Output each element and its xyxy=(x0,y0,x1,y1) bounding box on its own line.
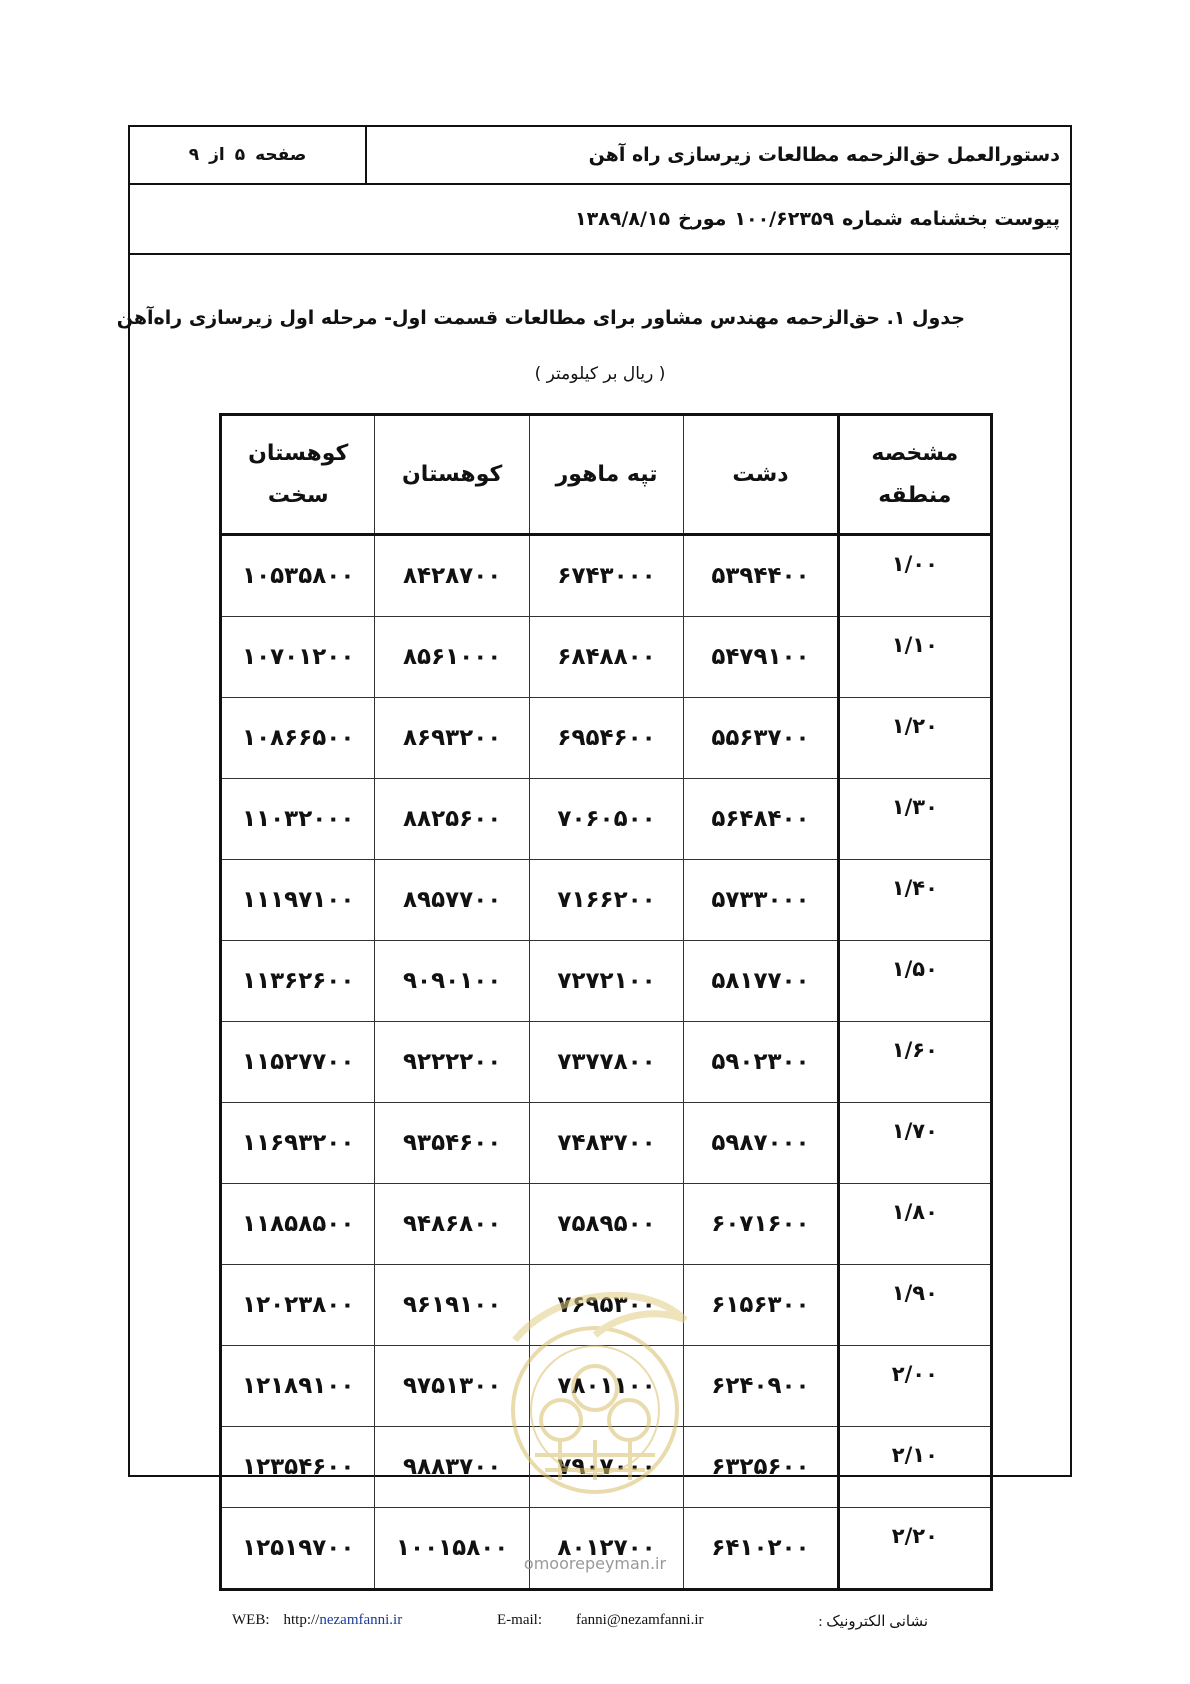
plain-cell: ۵۴۷۹۱۰۰ xyxy=(684,617,838,698)
table-row xyxy=(221,535,992,617)
hard-mountain-cell: ۱۱۶۹۳۲۰۰ xyxy=(221,1103,375,1184)
mountain-cell: ۹۶۱۹۱۰۰ xyxy=(375,1265,529,1346)
plain-cell: ۵۹۰۲۳۰۰ xyxy=(684,1022,838,1103)
coef-cell: ۱/۲۰ xyxy=(838,698,991,779)
coef-cell: ۲/۱۰ xyxy=(838,1427,991,1508)
hilly-cell: ۷۵۸۹۵۰۰ xyxy=(529,1184,683,1265)
table-row xyxy=(221,779,992,860)
plain-cell: ۵۶۴۸۴۰۰ xyxy=(684,779,838,860)
coef-cell: ۱/۷۰ xyxy=(838,1103,991,1184)
plain-cell: ۵۸۱۷۷۰۰ xyxy=(684,941,838,1022)
hilly-cell: ۶۹۵۴۶۰۰ xyxy=(529,698,683,779)
mountain-cell: ۱۰۰۱۵۸۰۰ xyxy=(375,1508,529,1590)
footer-email xyxy=(497,1612,704,1629)
plain-cell: ۵۳۹۴۴۰۰ xyxy=(684,535,838,617)
hard-mountain-cell: ۱۰۵۳۵۸۰۰ xyxy=(221,535,375,617)
circular-number: ۱۰۰/۶۲۳۵۹ xyxy=(734,208,835,230)
email-label: E-mail: xyxy=(497,1612,542,1628)
table-row xyxy=(221,860,992,941)
hilly-cell: ۶۷۴۳۰۰۰ xyxy=(529,535,683,617)
watermark-site: omoorepeyman.ir xyxy=(523,1554,667,1573)
coef-cell: ۱/۰۰ xyxy=(838,535,991,617)
coef-cell: ۲/۰۰ xyxy=(838,1346,991,1427)
table-unit: ( ریال بر کیلومتر ) xyxy=(534,364,666,384)
table-row xyxy=(221,617,992,698)
page-word: صفحه xyxy=(255,145,307,165)
hilly-cell: ۷۶۹۵۳۰۰ xyxy=(529,1265,683,1346)
hard-mountain-cell: ۱۱۸۵۸۵۰۰ xyxy=(221,1184,375,1265)
header-hilly: تپه ماهور xyxy=(529,415,683,535)
plain-cell: ۵۹۸۷۰۰۰ xyxy=(684,1103,838,1184)
mountain-cell: ۹۴۸۶۸۰۰ xyxy=(375,1184,529,1265)
mountain-cell: ۸۵۶۱۰۰۰ xyxy=(375,617,529,698)
attachment-line xyxy=(130,185,1070,255)
hard-mountain-cell: ۱۲۳۵۴۶۰۰ xyxy=(221,1427,375,1508)
hilly-cell: ۸۰۱۲۷۰۰ xyxy=(529,1508,683,1590)
mountain-cell: ۸۹۵۷۷۰۰ xyxy=(375,860,529,941)
hilly-cell: ۷۹۰۷۰۰۰ xyxy=(529,1427,683,1508)
coef-cell: ۱/۹۰ xyxy=(838,1265,991,1346)
document-title: دستورالعمل حق‌الزحمه مطالعات زیرسازی راه آهن xyxy=(588,144,1060,166)
coef-cell: ۱/۸۰ xyxy=(838,1184,991,1265)
footer xyxy=(0,1612,1190,1636)
hard-mountain-cell: ۱۱۵۲۷۷۰۰ xyxy=(221,1022,375,1103)
table-row xyxy=(221,1265,992,1346)
plain-cell: ۵۵۶۳۷۰۰ xyxy=(684,698,838,779)
hard-mountain-cell: ۱۲۱۸۹۱۰۰ xyxy=(221,1346,375,1427)
footer-address-label: نشانی الکترونیک : xyxy=(818,1614,928,1630)
footer-web xyxy=(232,1612,402,1629)
web-link[interactable]: nezamfanni.ir xyxy=(319,1612,403,1628)
plain-cell: ۶۰۷۱۶۰۰ xyxy=(684,1184,838,1265)
mountain-cell: ۹۷۵۱۳۰۰ xyxy=(375,1346,529,1427)
page-number: ۵ xyxy=(234,145,246,165)
hard-mountain-cell: ۱۱۳۶۲۶۰۰ xyxy=(221,941,375,1022)
coef-cell: ۱/۴۰ xyxy=(838,860,991,941)
table-row xyxy=(221,1103,992,1184)
header-plain: دشت xyxy=(684,415,838,535)
hard-mountain-cell: ۱۰۷۰۱۲۰۰ xyxy=(221,617,375,698)
header-row xyxy=(130,127,1070,185)
hilly-cell: ۷۲۷۲۱۰۰ xyxy=(529,941,683,1022)
hard-mountain-cell: ۱۰۸۶۶۵۰۰ xyxy=(221,698,375,779)
coef-cell: ۱/۶۰ xyxy=(838,1022,991,1103)
coef-cell: ۱/۳۰ xyxy=(838,779,991,860)
header-hard-mountain: کوهستان سخت xyxy=(221,415,375,535)
header-mountain: کوهستان xyxy=(375,415,529,535)
hilly-cell: ۷۳۷۷۸۰۰ xyxy=(529,1022,683,1103)
email-link[interactable]: fanni@nezamfanni.ir xyxy=(576,1612,704,1628)
hilly-cell: ۶۸۴۸۸۰۰ xyxy=(529,617,683,698)
table-row xyxy=(221,1508,992,1590)
mountain-cell: ۸۴۲۸۷۰۰ xyxy=(375,535,529,617)
page-frame xyxy=(116,125,1072,1561)
mountain-cell: ۸۶۹۳۲۰۰ xyxy=(375,698,529,779)
web-label: WEB: xyxy=(232,1612,270,1628)
fee-table xyxy=(219,413,993,1591)
table-row xyxy=(221,1022,992,1103)
table-row xyxy=(221,1346,992,1427)
date-word: مورخ xyxy=(678,208,727,230)
attachment-prefix: پیوست بخشنامه شماره xyxy=(842,208,1060,230)
hilly-cell: ۷۸۰۱۱۰۰ xyxy=(529,1346,683,1427)
hard-mountain-cell: ۱۲۵۱۹۷۰۰ xyxy=(221,1508,375,1590)
hilly-cell: ۷۱۶۶۲۰۰ xyxy=(529,860,683,941)
mountain-cell: ۹۰۹۰۱۰۰ xyxy=(375,941,529,1022)
coef-cell: ۱/۵۰ xyxy=(838,941,991,1022)
coef-cell: ۱/۱۰ xyxy=(838,617,991,698)
plain-cell: ۶۳۲۵۶۰۰ xyxy=(684,1427,838,1508)
table-header-row xyxy=(221,415,992,535)
page-indicator xyxy=(130,127,367,183)
table-row xyxy=(221,698,992,779)
mountain-cell: ۹۳۵۴۶۰۰ xyxy=(375,1103,529,1184)
hard-mountain-cell: ۱۲۰۲۳۸۰۰ xyxy=(221,1265,375,1346)
table-caption: جدول ۱. حق‌الزحمه مهندس مشاور برای مطالعات قسمت اول- مرحله اول زیرسازی راه‌آهن xyxy=(116,307,965,329)
mountain-cell: ۹۲۲۲۲۰۰ xyxy=(375,1022,529,1103)
plain-cell: ۶۱۵۶۳۰۰ xyxy=(684,1265,838,1346)
mountain-cell: ۸۸۲۵۶۰۰ xyxy=(375,779,529,860)
mountain-cell: ۹۸۸۳۷۰۰ xyxy=(375,1427,529,1508)
hilly-cell: ۷۴۸۳۷۰۰ xyxy=(529,1103,683,1184)
plain-cell: ۶۲۴۰۹۰۰ xyxy=(684,1346,838,1427)
coef-cell: ۲/۲۰ xyxy=(838,1508,991,1590)
web-prefix: http:// xyxy=(283,1612,320,1628)
hard-mountain-cell: ۱۱۰۳۲۰۰۰ xyxy=(221,779,375,860)
page-total: ۹ xyxy=(188,145,200,165)
table-row xyxy=(221,1184,992,1265)
header-feature: مشخصه منطقه xyxy=(838,415,991,535)
circular-date: ۱۳۸۹/۸/۱۵ xyxy=(575,208,671,230)
plain-cell: ۶۴۱۰۲۰۰ xyxy=(684,1508,838,1590)
hilly-cell: ۷۰۶۰۵۰۰ xyxy=(529,779,683,860)
plain-cell: ۵۷۳۳۰۰۰ xyxy=(684,860,838,941)
hard-mountain-cell: ۱۱۱۹۷۱۰۰ xyxy=(221,860,375,941)
table-row xyxy=(221,941,992,1022)
table-row xyxy=(221,1427,992,1508)
page-of: از xyxy=(209,145,225,165)
